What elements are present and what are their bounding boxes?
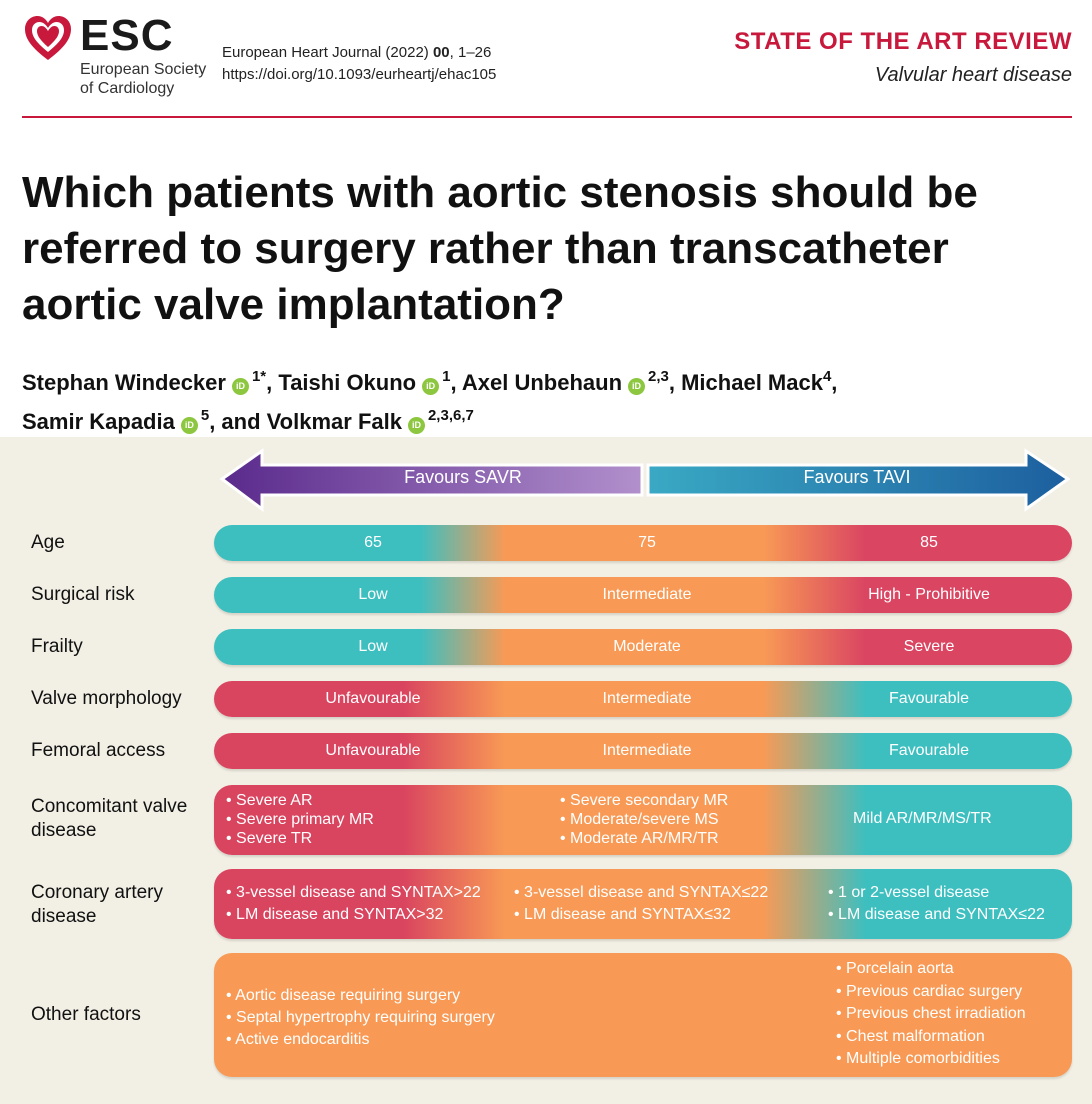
list-item: • LM disease and SYNTAX≤22 (828, 904, 1045, 926)
row-label-coronary-artery-disease (31, 881, 163, 929)
list-item: • Moderate AR/MR/TR (560, 829, 728, 848)
list-item: • Severe primary MR (226, 810, 374, 829)
author-separator: , and (209, 409, 267, 434)
list-item: • Severe secondary MR (560, 791, 728, 810)
esc-logo-text: ESC (80, 11, 174, 60)
row-label-surgical-risk: Surgical risk (31, 584, 135, 605)
author-name[interactable]: Michael Mack (681, 370, 823, 395)
favours-savr-label: Favours SAVR (404, 467, 522, 487)
author-separator: , (831, 370, 838, 395)
list-item: • Active endocarditis (226, 1029, 495, 1051)
bar-surgical-risk-right: High - Prohibitive (868, 586, 990, 603)
author-separator: , (450, 370, 462, 395)
bar-femoral-access-left: Unfavourable (325, 742, 421, 759)
list-item: • Septal hypertrophy requiring surgery (226, 1007, 495, 1029)
list-item: • Moderate/severe MS (560, 810, 728, 829)
doi-link[interactable]: https://doi.org/10.1093/eurheartj/ehac105 (222, 66, 497, 83)
author-affiliation: 5 (200, 407, 210, 424)
coronary-middle-list (514, 882, 768, 926)
concomitant-right-text: Mild AR/MR/MS/TR (853, 810, 992, 827)
journal-header (0, 0, 1092, 118)
bar-femoral-access-middle: Intermediate (602, 742, 692, 759)
list-item: • 3-vessel disease and SYNTAX>22 (226, 882, 481, 904)
society-name (80, 60, 220, 98)
list-item: • LM disease and SYNTAX≤32 (514, 904, 768, 926)
orcid-icon[interactable]: iD (422, 378, 439, 395)
author-affiliation: 2,3 (648, 368, 669, 385)
list-item: • Severe TR (226, 829, 374, 848)
journal-pages: , 1–26 (449, 44, 492, 61)
row-label-age: Age (31, 532, 65, 553)
author-list (22, 360, 1082, 438)
list-item: • Previous chest irradiation (836, 1003, 1026, 1026)
bar-age-left: 65 (364, 534, 382, 551)
author-name[interactable]: Axel Unbehaun (461, 370, 623, 395)
review-topic: Valvular heart disease (874, 64, 1072, 86)
coronary-right-list (828, 882, 1045, 926)
coronary-left-list (226, 882, 481, 926)
list-item: • Severe AR (226, 791, 374, 810)
bar-frailty-middle: Moderate (613, 638, 681, 655)
bar-surgical-risk-middle: Intermediate (602, 586, 692, 603)
bar-coronary-artery-disease (214, 869, 1072, 939)
society-line-2: of Cardiology (80, 80, 175, 97)
header-divider (22, 116, 1072, 118)
row-label-coronary-line-2: disease (31, 906, 97, 927)
orcid-icon[interactable]: iD (181, 417, 198, 434)
other-right-list (836, 958, 1026, 1071)
concomitant-middle-list (560, 791, 728, 848)
author-name[interactable]: Taishi Okuno (278, 370, 417, 395)
author-separator: , (668, 370, 682, 395)
row-label-femoral-access: Femoral access (31, 740, 166, 761)
journal-citation (222, 42, 496, 86)
bar-age-middle: 75 (638, 534, 656, 551)
article-title: Which patients with aortic stenosis should be referred to surgery rather than transcatheter aortic valve implantation? (22, 168, 978, 329)
row-label-other-factors: Other factors (31, 1004, 141, 1025)
bar-valve-morphology-right: Favourable (888, 690, 970, 707)
list-item: • 1 or 2-vessel disease (828, 882, 1045, 904)
author-name[interactable]: Volkmar Falk (266, 409, 402, 434)
orcid-icon[interactable]: iD (628, 378, 645, 395)
bar-age (214, 525, 1072, 561)
author-affiliation: 1* (251, 368, 267, 385)
author-affiliation: 4 (822, 368, 832, 385)
orcid-icon[interactable]: iD (408, 417, 425, 434)
favours-tavi-label: Favours TAVI (803, 467, 911, 487)
row-label-frailty: Frailty (31, 636, 83, 657)
row-label-concomitant-line-2: disease (31, 820, 97, 841)
bar-femoral-access (214, 733, 1072, 769)
orcid-icon[interactable]: iD (232, 378, 249, 395)
journal-volume: 00 (432, 44, 450, 61)
bar-other-factors (214, 953, 1072, 1077)
bar-surgical-risk-left: Low (358, 586, 388, 603)
esc-heart-logo-icon (22, 12, 74, 64)
list-item: • Porcelain aorta (836, 958, 1026, 981)
other-left-list (226, 985, 495, 1051)
bar-concomitant-valve-disease (214, 785, 1072, 855)
author-separator: , (266, 370, 279, 395)
journal-name: European Heart Journal (2022) (222, 44, 433, 61)
bar-valve-morphology-middle: Intermediate (602, 690, 692, 707)
author-affiliation: 2,3,6,7 (427, 407, 474, 424)
bar-surgical-risk (214, 577, 1072, 613)
author-name[interactable]: Stephan Windecker (22, 370, 226, 395)
bar-valve-morphology-left: Unfavourable (325, 690, 421, 707)
bar-frailty-left: Low (358, 638, 388, 655)
bar-age-right: 85 (920, 534, 938, 551)
row-label-coronary-line-1: Coronary artery (31, 882, 163, 903)
author-affiliation: 1 (442, 368, 451, 385)
list-item: • LM disease and SYNTAX>32 (226, 904, 481, 926)
society-line-1: European Society (80, 61, 207, 78)
list-item: • Chest malformation (836, 1026, 1026, 1049)
author-name[interactable]: Samir Kapadia (22, 409, 175, 434)
bar-frailty (214, 629, 1072, 665)
list-item: • 3-vessel disease and SYNTAX≤22 (514, 882, 768, 904)
central-figure (0, 437, 1092, 1104)
list-item: • Previous cardiac surgery (836, 981, 1026, 1004)
row-label-concomitant-line-1: Concomitant valve (31, 796, 188, 817)
bar-valve-morphology (214, 681, 1072, 717)
bar-frailty-right: Severe (903, 638, 955, 655)
concomitant-left-list (226, 791, 374, 848)
row-label-valve-morphology: Valve morphology (31, 688, 182, 709)
bar-femoral-access-right: Favourable (888, 742, 970, 759)
list-item: • Aortic disease requiring surgery (226, 985, 495, 1007)
list-item: • Multiple comorbidities (836, 1048, 1026, 1071)
review-type-label: STATE OF THE ART REVIEW (734, 28, 1072, 55)
row-label-concomitant-valve-disease (31, 795, 187, 843)
